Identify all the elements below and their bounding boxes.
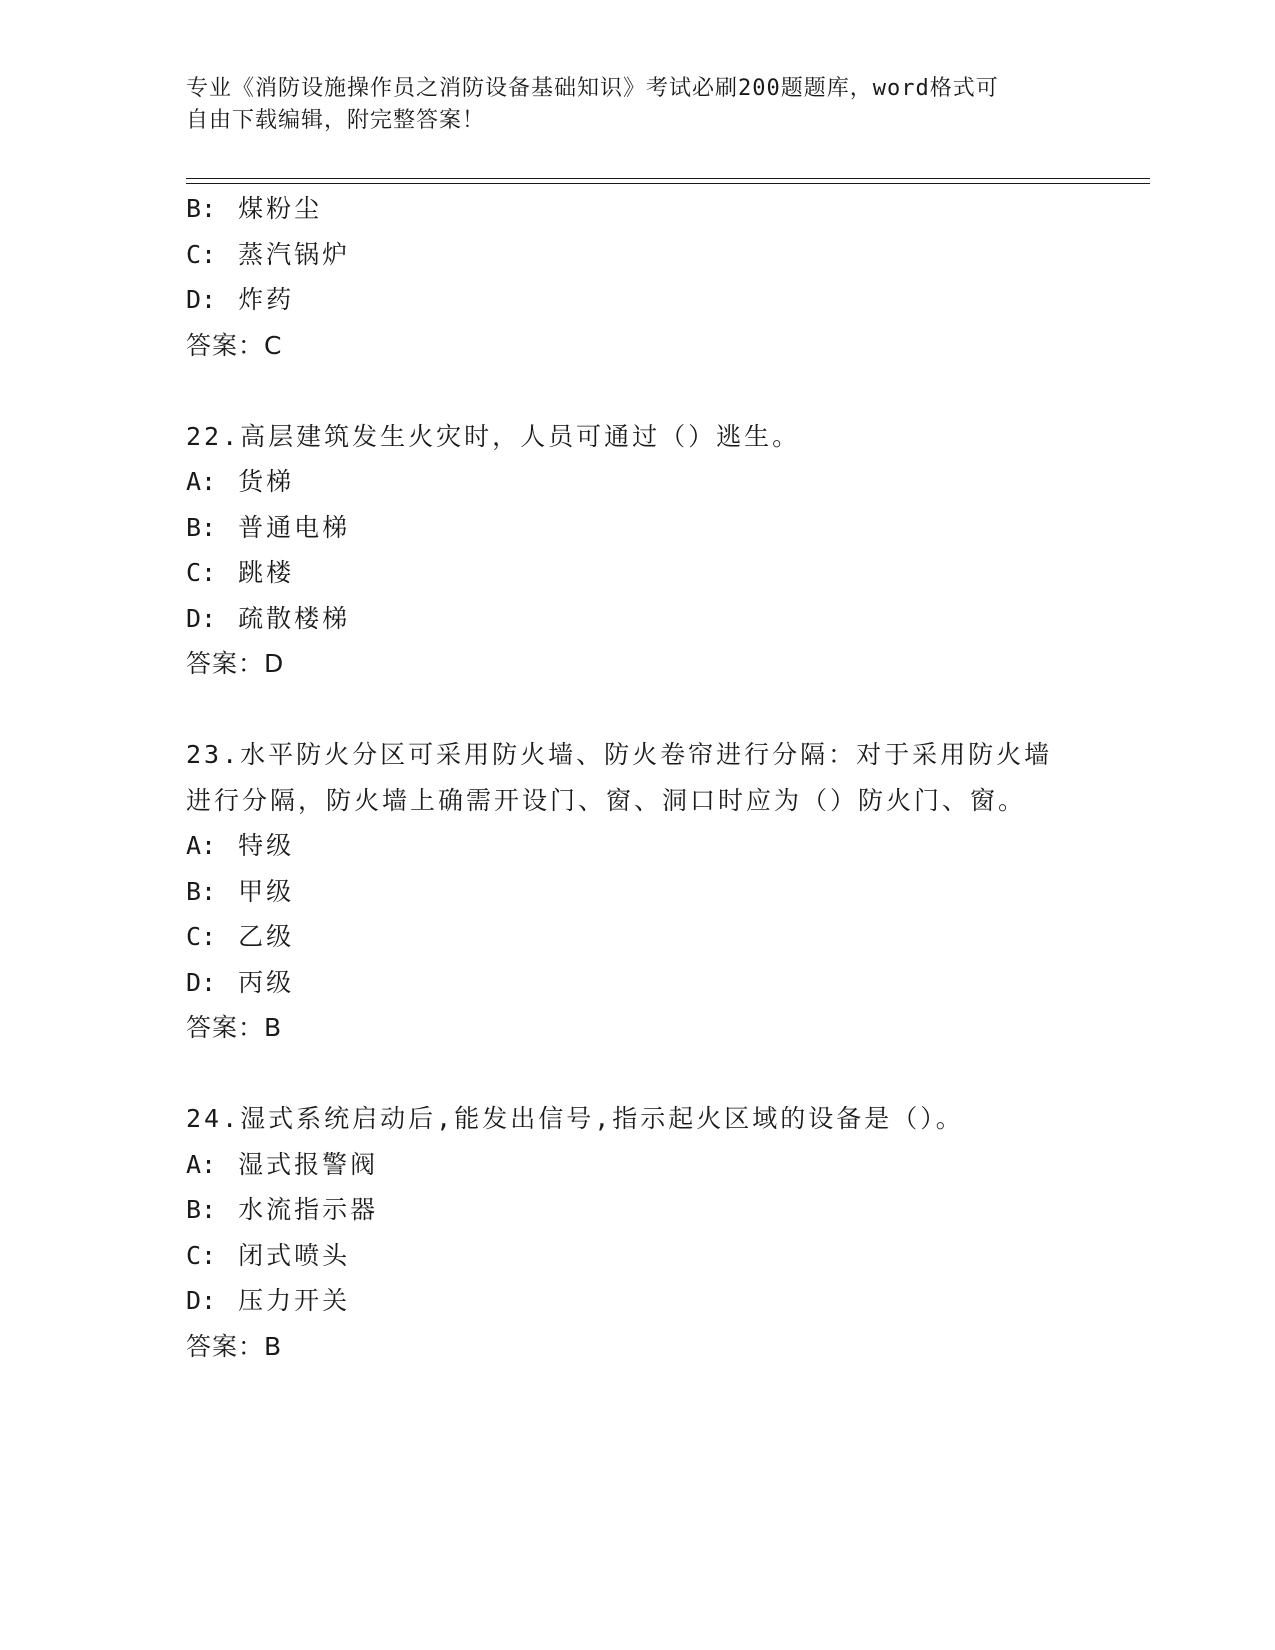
header-rule-bottom bbox=[186, 183, 1150, 184]
option-b: B: 煤粉尘 bbox=[186, 194, 323, 223]
question-stem: 23.水平防火分区可采用防火墙、防火卷帘进行分隔：对于采用防火墙 bbox=[186, 740, 1053, 769]
header-rule-top bbox=[186, 178, 1150, 179]
question-stem-continued: 进行分隔，防火墙上确需开设门、窗、洞口时应为（）防火门、窗。 bbox=[186, 785, 1027, 815]
option-d: D: 丙级 bbox=[186, 967, 295, 997]
option-c: C: 跳楼 bbox=[186, 558, 295, 587]
answer-line: 答案：C bbox=[186, 330, 283, 360]
question-list bbox=[186, 186, 1086, 1369]
option-a: A: 货梯 bbox=[186, 467, 295, 496]
option-b: B: 普通电梯 bbox=[186, 512, 351, 542]
option-d: D: 疏散楼梯 bbox=[186, 603, 351, 633]
header-line-2: 自由下载编辑，附完整答案！ bbox=[186, 108, 486, 133]
option-d: D: 炸药 bbox=[186, 285, 295, 314]
question-stem: 24.湿式系统启动后,能发出信号,指示起火区域的设备是（）。 bbox=[186, 1104, 964, 1133]
option-d: D: 压力开关 bbox=[186, 1286, 351, 1315]
option-c: C: 蒸汽锅炉 bbox=[186, 239, 351, 269]
header-line-1: 专业《消防设施操作员之消防设备基础知识》考试必刷200题题库，word格式可 bbox=[186, 76, 999, 101]
option-c: C: 乙级 bbox=[186, 922, 295, 951]
prev-question bbox=[186, 186, 1086, 368]
option-b: B: 水流指示器 bbox=[186, 1195, 379, 1224]
answer-line: 答案：B bbox=[186, 1331, 283, 1361]
option-b: B: 甲级 bbox=[186, 876, 295, 906]
question-24 bbox=[186, 1096, 1086, 1369]
question-23 bbox=[186, 732, 1086, 1051]
document-header bbox=[186, 73, 1086, 137]
option-a: A: 湿式报警阀 bbox=[186, 1149, 379, 1179]
answer-line: 答案：B bbox=[186, 1013, 283, 1042]
option-a: A: 特级 bbox=[186, 831, 295, 860]
option-c: C: 闭式喷头 bbox=[186, 1240, 351, 1270]
question-22 bbox=[186, 414, 1086, 687]
answer-line: 答案：D bbox=[186, 649, 285, 678]
question-stem: 22.高层建筑发生火灾时，人员可通过（）逃生。 bbox=[186, 421, 801, 451]
